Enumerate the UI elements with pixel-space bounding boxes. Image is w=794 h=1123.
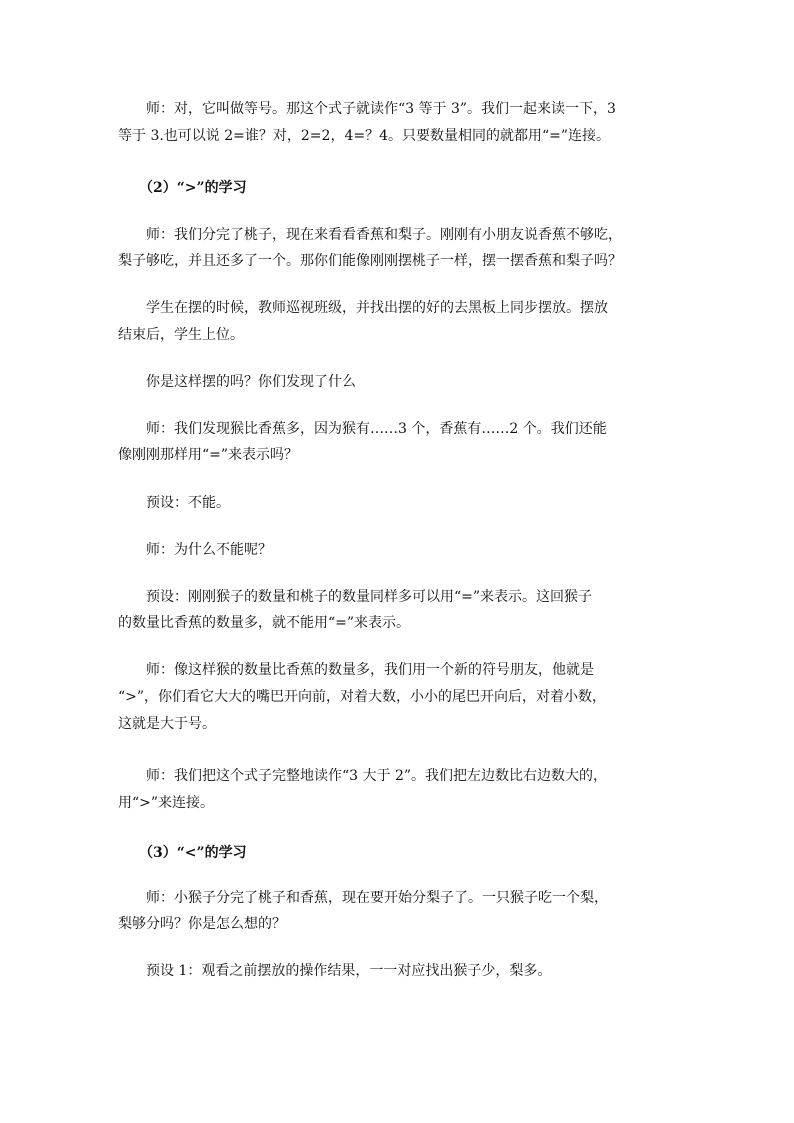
text-line: 像刚刚那样用“=”来表示吗？ — [118, 447, 299, 463]
text-line: 师：为什么不能呢？ — [118, 542, 272, 558]
text-line: 你是这样摆的吗？你们发现了什么 — [118, 374, 356, 390]
text-line: 师：像这样猴的数量比香蕉的数量多，我们用一个新的符号朋友，他就是 — [118, 662, 594, 678]
paragraph-monkeys-more — [118, 420, 688, 465]
text-line: “>”，你们看它大大的嘴巴开向前，对着大数，小小的尾巴开向后，对着小数， — [118, 689, 607, 705]
text-line: 梨子够吃，并且还多了一个。那你们能像刚刚摆桃子一样，摆一摆香蕉和梨子吗？ — [118, 253, 622, 269]
paragraph-preset-cannot — [118, 494, 688, 513]
text-line: 这就是大于号。 — [118, 716, 216, 732]
text-line: 预设 1：观看之前摆放的操作结果，一一对应找出猴子少，梨多。 — [118, 963, 552, 979]
paragraph-read-greater — [118, 767, 688, 813]
text-line: 师：对，它叫做等号。那这个式子就读作“3 等于 3”。我们一起来读一下，3 — [118, 101, 616, 117]
paragraph-preset-explanation — [118, 588, 688, 633]
section-heading-greater-than — [118, 179, 688, 198]
section-heading-less-than — [118, 844, 688, 863]
paragraph-equals-sign — [118, 100, 688, 146]
text-line: 梨够分吗？你是怎么想的？ — [118, 916, 286, 932]
paragraph-preset-one — [118, 962, 688, 981]
text-line: 学生在摆的时候，教师巡视班级，并找出摆的好的去黑板上同步摆放。摆放 — [118, 300, 608, 316]
paragraph-why-not — [118, 541, 688, 560]
text-line: 用“>”来连接。 — [118, 795, 215, 811]
text-line: 师：我们发现猴比香蕉多，因为猴有……3 个，香蕉有……2 个。我们还能 — [118, 421, 607, 437]
paragraph-question — [118, 373, 688, 392]
text-line: 结束后，学生上位。 — [118, 327, 244, 343]
heading-text: （3）“<”的学习 — [118, 845, 247, 861]
paragraph-pears — [118, 889, 688, 934]
text-line: 预设：刚刚猴子的数量和桃子的数量同样多可以用“=”来表示。这回猴子 — [118, 589, 593, 605]
text-line: 等于 3.也可以说 2=谁？对，2=2，4=？4。只要数量相同的就都用“=”连接。 — [118, 128, 611, 144]
heading-text: （2）“>”的学习 — [118, 180, 247, 196]
text-line: 师：小猴子分完了桃子和香蕉，现在要开始分梨子了。一只猴子吃一个梨， — [118, 890, 608, 906]
paragraph-student-activity — [118, 299, 688, 345]
paragraph-greater-than-symbol — [118, 661, 688, 734]
paragraph-bananas-pears — [118, 226, 688, 271]
text-line: 师：我们把这个式子完整地读作“3 大于 2”。我们把左边数比右边数大的， — [118, 768, 608, 784]
text-line: 预设：不能。 — [118, 495, 230, 511]
text-line: 师：我们分完了桃子，现在来看看香蕉和梨子。刚刚有小朋友说香蕉不够吃， — [118, 227, 622, 243]
text-line: 的数量比香蕉的数量多，就不能用“=”来表示。 — [118, 615, 411, 631]
